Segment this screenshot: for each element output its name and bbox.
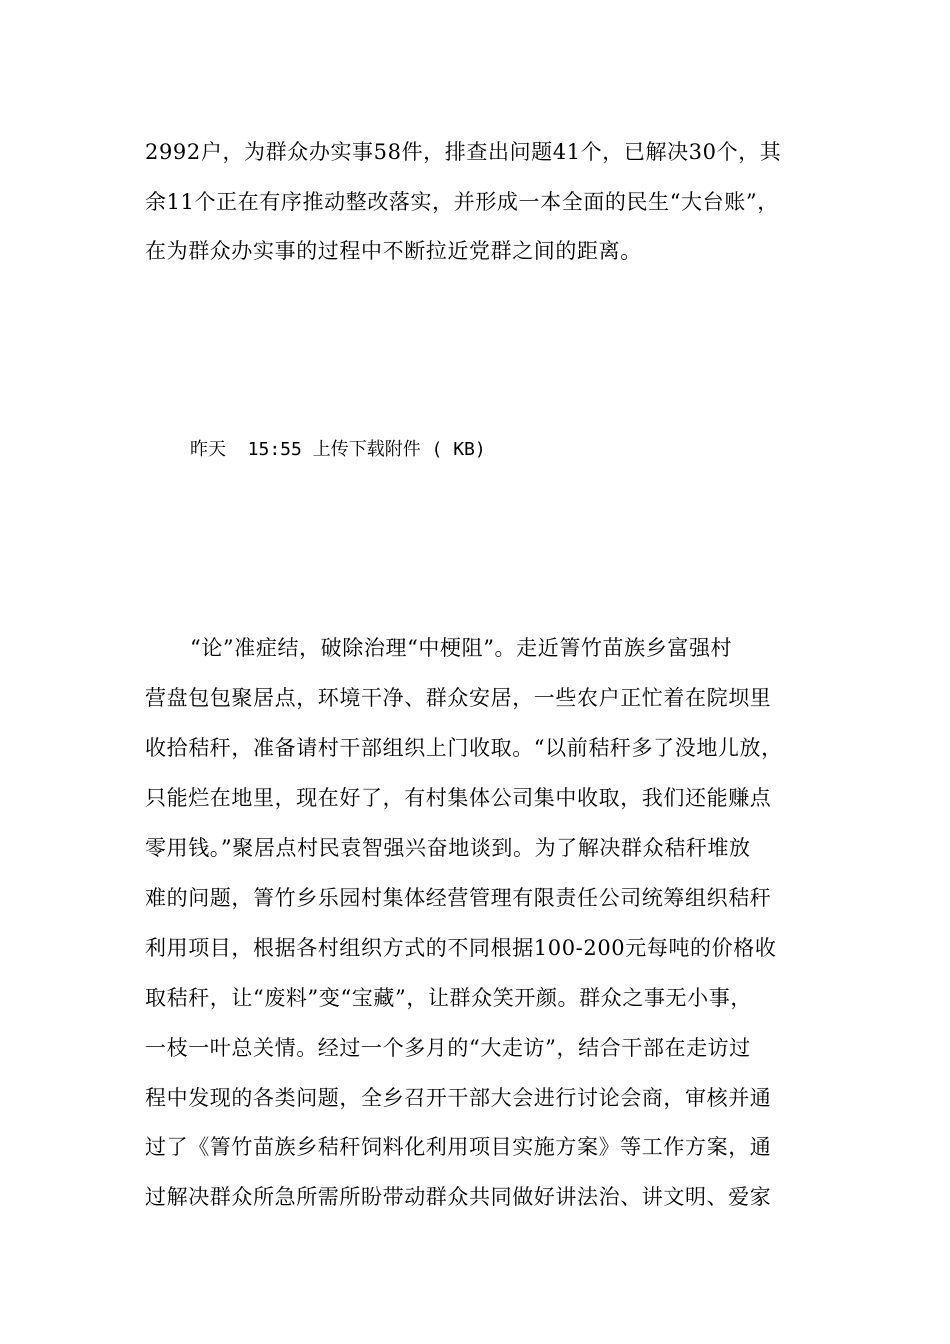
- paragraph-2-line-2: 营盘包包聚居点，环境干净、群众安居，一些农户正忙着在院坝里: [145, 686, 772, 710]
- paragraph-1-line-2: 余11个正在有序推动整改落实，并形成一本全面的民生“大台账”，: [145, 190, 779, 214]
- paragraph-2-line-4: 只能烂在地里，现在好了，有村集体公司集中收取，我们还能赚点: [145, 786, 772, 810]
- paragraph-1-line-3: 在为群众办实事的过程中不断拉近党群之间的距离。: [145, 239, 642, 263]
- paragraph-2-line-5: 零用钱。”聚居点村民袁智强兴奋地谈到。为了解决群众秸秆堆放: [145, 836, 751, 860]
- paragraph-2-line-1: “论”准症结，破除治理“中梗阻”。走近箐竹苗族乡富强村: [190, 636, 733, 660]
- paragraph-2-line-9: 一枝一叶总关情。经过一个多月的“大走访”，结合干部在走访过: [145, 1036, 751, 1060]
- paragraph-2-line-3: 收拾秸秆，准备请村干部组织上门收取。“以前秸秆多了没地儿放，: [145, 736, 783, 760]
- paragraph-2-line-7: 利用项目，根据各村组织方式的不同根据100-200元每吨的价格收: [145, 936, 777, 960]
- paragraph-2-line-6: 难的问题，箐竹乡乐园村集体经营管理有限责任公司统筹组织秸秆: [145, 886, 772, 910]
- paragraph-2-line-11: 过了《箐竹苗族乡秸秆饲料化利用项目实施方案》等工作方案，通: [145, 1135, 772, 1159]
- paragraph-1-line-1: 2992户，为群众办实事58件，排查出问题41个，已解决30个，其: [145, 140, 782, 164]
- attachment-line: 昨天 15:55 上传下载附件 ( KB): [190, 439, 486, 460]
- paragraph-2-line-8: 取秸秆，让“废料”变“宝藏”，让群众笑开颜。群众之事无小事，: [145, 986, 752, 1010]
- paragraph-2-line-10: 程中发现的各类问题，全乡召开干部大会进行讨论会商，审核并通: [145, 1086, 772, 1110]
- paragraph-2-line-12: 过解决群众所急所需所盼带动群众共同做好讲法治、讲文明、爱家: [145, 1185, 772, 1209]
